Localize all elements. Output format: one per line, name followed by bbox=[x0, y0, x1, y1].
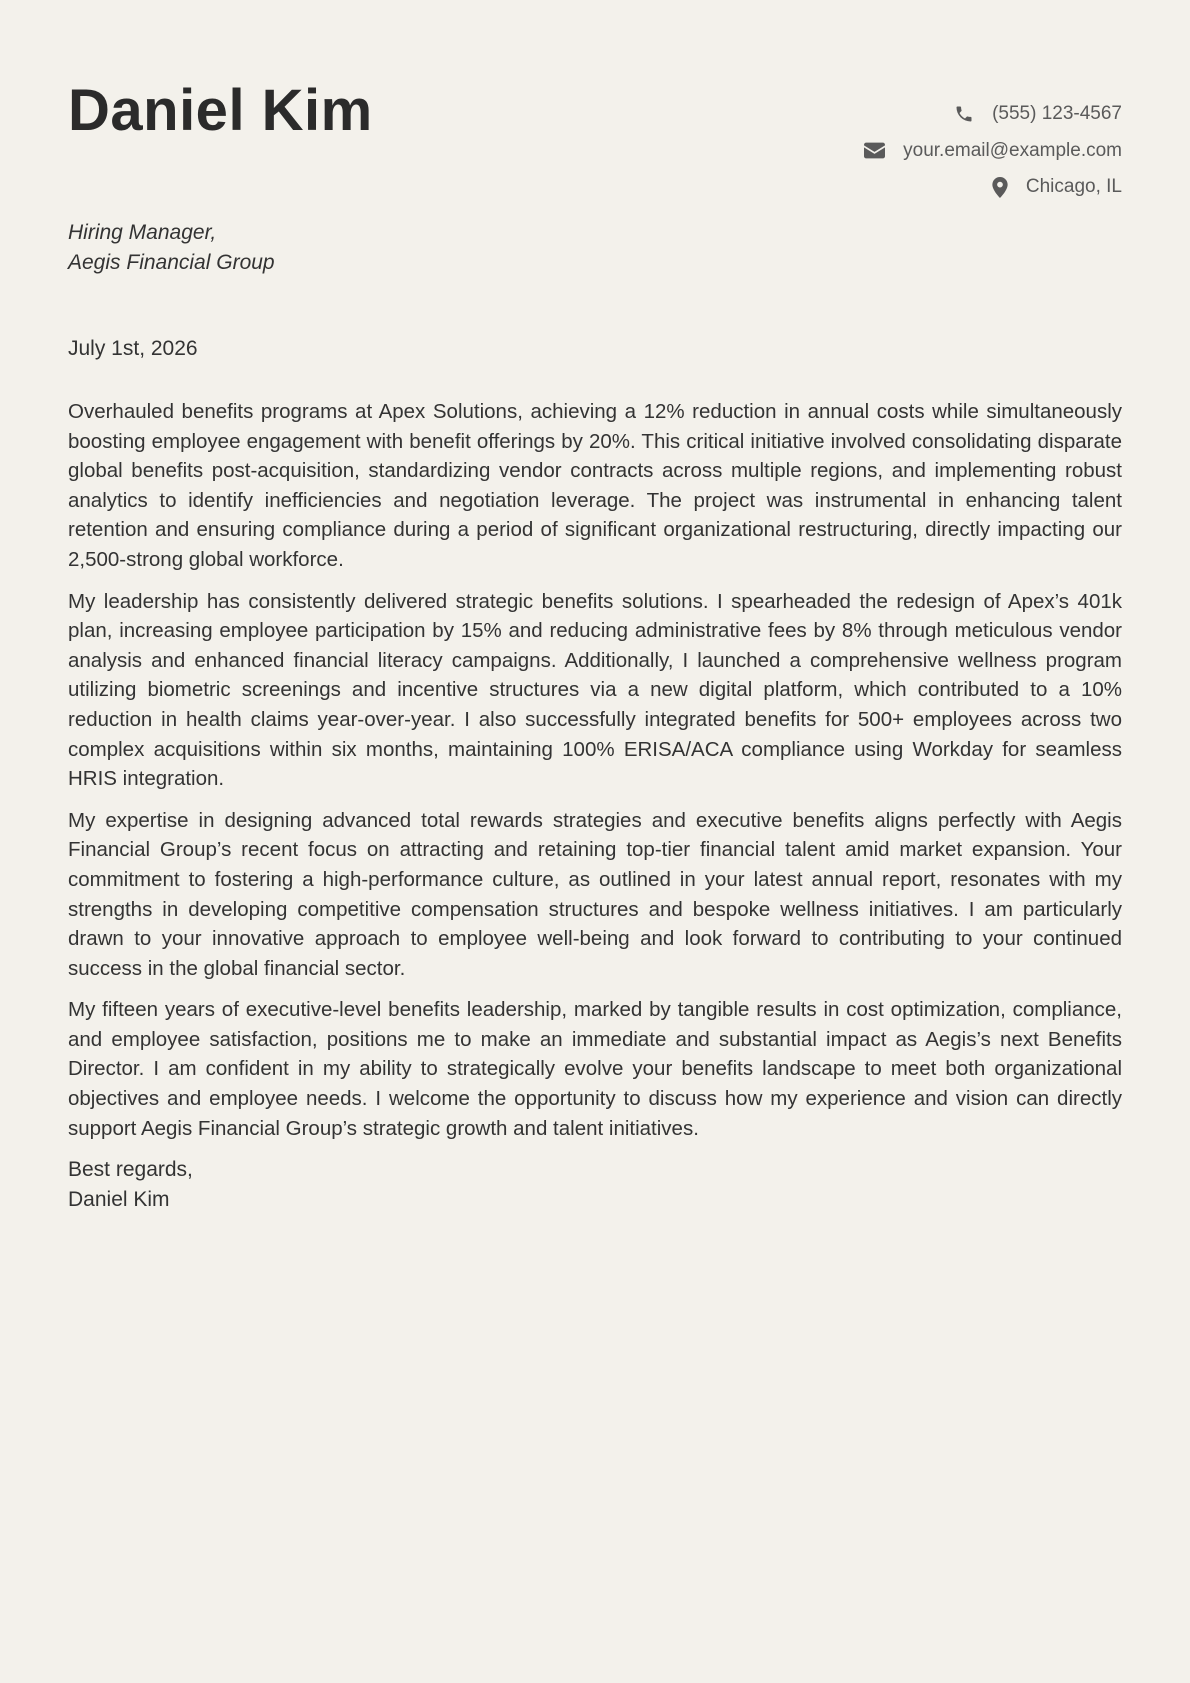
contact-info bbox=[864, 96, 1122, 206]
map-pin-icon bbox=[992, 177, 1008, 198]
contact-email-row bbox=[864, 133, 1122, 170]
contact-location-row bbox=[864, 169, 1122, 206]
closing-signature: Daniel Kim bbox=[68, 1188, 170, 1211]
closing-salutation: Best regards, bbox=[68, 1158, 193, 1181]
letter-closing bbox=[68, 1155, 193, 1215]
contact-location: Chicago, IL bbox=[1025, 176, 1122, 198]
recipient-company: Aegis Financial Group bbox=[68, 251, 275, 274]
cover-letter-page bbox=[68, 0, 1122, 1683]
body-paragraph: My expertise in designing advanced total rewards strategies and executive benefits aligns perfectly with Aegis Financial Group’s recent focus on attracting and retaining top-tier financial talent amid market expansion. Your commitment to fostering a high-performance culture, as outlined in your latest annual report, resonates with my strengths in developing competitive compensation structures and bespoke wellness initiatives. I am particularly drawn to your innovative approach to employee well-being and look forward to contributing to your continued success in the global financial sector. bbox=[68, 808, 1122, 980]
envelope-icon bbox=[864, 142, 885, 159]
applicant-name: Daniel Kim bbox=[68, 78, 373, 143]
letter-date: July 1st, 2026 bbox=[68, 337, 198, 360]
phone-icon bbox=[954, 104, 974, 124]
body-paragraph: My fifteen years of executive-level benefits leadership, marked by tangible results in cost optimization, compliance, and employee satisfaction, positions me to make an immediate and substantial impact as Aegis’s next Benefits Director. I am confident in my ability to strategically evolve your benefits landscape to meet both organizational objectives and employee needs. I welcome the opportunity to discuss how my experience and vision can directly support Aegis Financial Group’s strategic growth and talent initiatives. bbox=[68, 998, 1122, 1140]
letter-header bbox=[68, 74, 1122, 204]
body-paragraph: My leadership has consistently delivered strategic benefits solutions. I spearheaded the redesign of Apex’s 401k plan, increasing employee participation by 15% and reducing administrative fees by 8% through meticulous vendor analysis and enhanced financial literacy campaigns. Additionally, I launched a comprehensive wellness program utilizing biometric screenings and incentive structures via a new digital platform, which contributed to a 10% reduction in health claims year-over-year. I also successfully integrated benefits for 500+ employees across two complex acquisitions within six months, maintaining 100% ERISA/ACA compliance using Workday for seamless HRIS integration. bbox=[68, 589, 1122, 791]
letter-body bbox=[68, 397, 1122, 1155]
recipient-block bbox=[68, 218, 275, 278]
body-paragraph: Overhauled benefits programs at Apex Solutions, achieving a 12% reduction in annual costs while simultaneously boosting employee engagement with benefit offerings by 20%. This critical initiative involved consolidating disparate global benefits post-acquisition, standardizing vendor contracts across multiple regions, and implementing robust analytics to identify inefficiencies and negotiation leverage. The project was instrumental in enhancing talent retention and ensuring compliance during a period of significant organizational restructuring, directly impacting our 2,500-strong global workforce. bbox=[68, 400, 1122, 571]
contact-phone-row bbox=[864, 96, 1122, 133]
contact-phone: (555) 123-4567 bbox=[992, 103, 1122, 125]
contact-email: your.email@example.com bbox=[903, 139, 1122, 161]
recipient-title: Hiring Manager, bbox=[68, 221, 217, 244]
